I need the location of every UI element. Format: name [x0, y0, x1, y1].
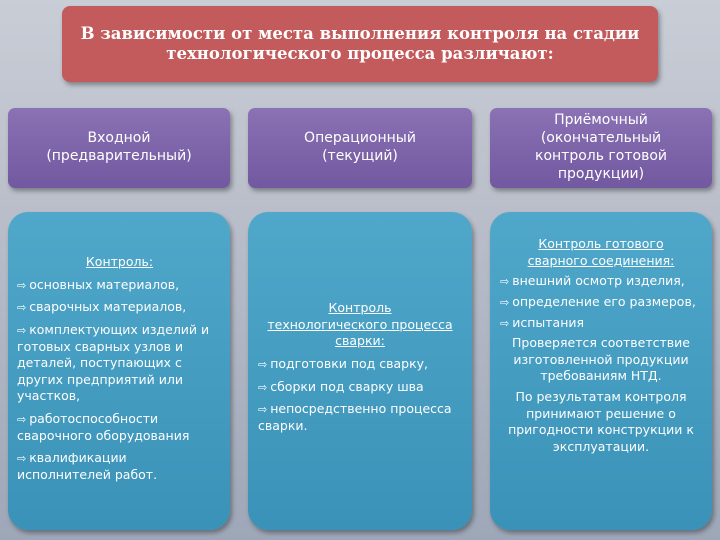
category-operational-line-2: (текущий)	[322, 148, 398, 164]
operational-control-box	[248, 212, 472, 530]
acceptance-control-box	[490, 212, 712, 530]
header-line-1: В зависимости от места выполнения контроля на стадии	[80, 24, 640, 44]
arrow-right-outline-icon: ⇨	[500, 275, 510, 289]
list-item: ⇨ сборки под сварку шва	[258, 378, 424, 394]
acceptance-control-title: Контроль готового сварного соединения:	[527, 236, 675, 268]
decision-paragraph: По результатам контроля принимают решение о пригодности конструкции к эксплуатации.	[508, 389, 694, 454]
arrow-right-outline-icon: ⇨	[500, 295, 510, 309]
conformity-paragraph: Проверяется соответствие изготовленной продукции требованиям НТД.	[512, 335, 690, 384]
header-banner	[62, 6, 658, 82]
arrow-right-outline-icon: ⇨	[17, 278, 27, 292]
category-acceptance-line-2: (окончательный	[540, 130, 662, 147]
category-incoming-line-1: Входной	[87, 130, 151, 147]
category-incoming-line-2: (предварительный)	[46, 148, 192, 164]
incoming-control-box	[8, 212, 230, 530]
arrow-right-outline-icon: ⇨	[17, 323, 27, 337]
arrow-right-outline-icon: ⇨	[258, 380, 268, 394]
list-item: ⇨ подготовки под сварку,	[258, 355, 429, 371]
list-item: ⇨ основных материалов,	[17, 276, 180, 292]
category-acceptance	[490, 108, 712, 188]
list-item: ⇨ внешний осмотр изделия,	[500, 273, 685, 289]
category-operational	[248, 108, 472, 188]
list-item: ⇨ непосредственно процесса сварки.	[258, 401, 452, 433]
arrow-right-outline-icon: ⇨	[258, 357, 268, 371]
operational-control-title: Контроль технологического процесса сварки:	[267, 300, 453, 349]
header-line-2: технологического процесса различают:	[166, 44, 554, 63]
incoming-control-title: Контроль:	[85, 254, 154, 269]
arrow-right-outline-icon: ⇨	[17, 452, 27, 466]
category-operational-line-1: Операционный	[304, 130, 416, 147]
category-incoming	[8, 108, 230, 188]
arrow-right-outline-icon: ⇨	[17, 301, 27, 315]
list-item: ⇨ определение его размеров,	[500, 293, 696, 309]
category-acceptance-line-1: Приёмочный	[554, 112, 648, 129]
arrow-right-outline-icon: ⇨	[500, 316, 510, 330]
arrow-right-outline-icon: ⇨	[17, 413, 27, 426]
list-item: ⇨ квалификации исполнителей работ.	[17, 450, 158, 482]
list-item: ⇨ сварочных материалов,	[17, 299, 187, 315]
arrow-right-outline-icon: ⇨	[258, 403, 268, 417]
list-item: ⇨ комплектующих изделий и готовых сварных узлов и деталей, поступающих с других предприятий или участков,	[17, 321, 210, 404]
list-item: ⇨ испытания	[500, 314, 585, 330]
category-acceptance-line-4: продукции)	[557, 165, 645, 182]
category-acceptance-line-3: контроль готовой	[535, 148, 667, 164]
list-item: ⇨ работоспособности сварочного оборудования	[17, 411, 190, 443]
